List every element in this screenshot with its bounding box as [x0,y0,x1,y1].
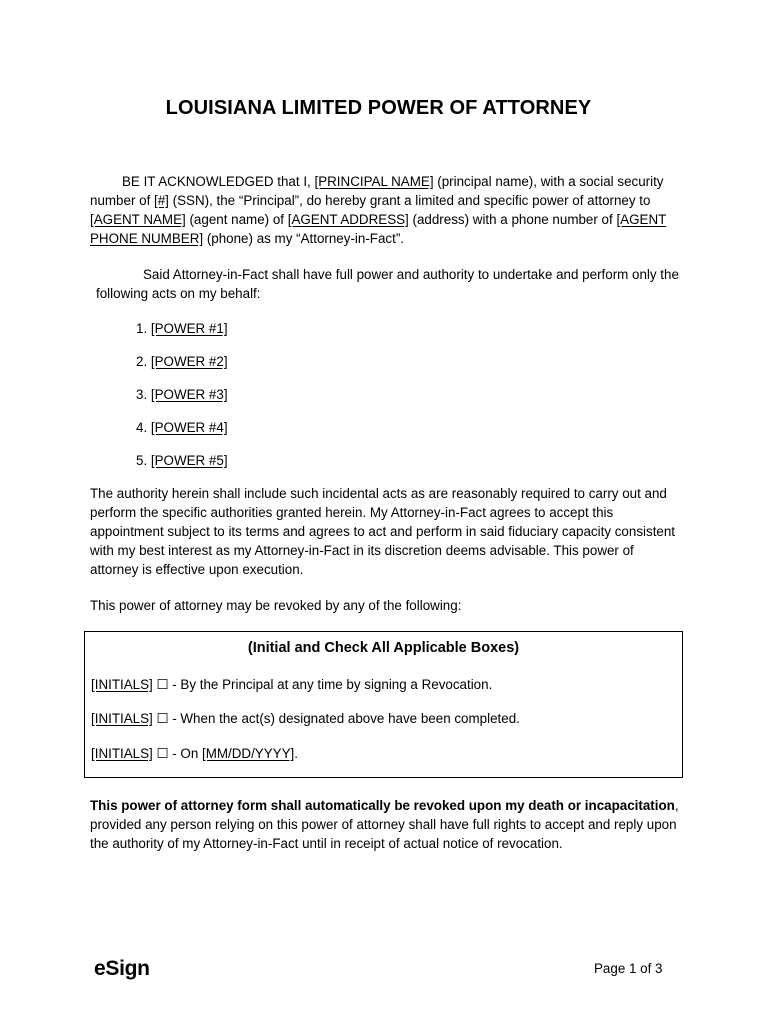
document-title: LOUISIANA LIMITED POWER OF ATTORNEY [165,97,592,119]
list-item [136,451,228,484]
checkbox-icon[interactable]: ☐ [156,746,169,761]
list-item [136,385,228,418]
date-field[interactable]: [MM/DD/YYYY] [202,746,295,761]
intro-text-1: BE IT ACKNOWLEDGED that I, [122,174,315,189]
revocation-option [91,711,520,727]
initials-field[interactable]: [INITIALS] [91,746,153,761]
checkbox-icon[interactable]: ☐ [156,677,169,692]
esign-logo: eSign [94,957,150,980]
power-field[interactable]: [POWER #1] [150,321,228,336]
acts-intro-text: Said Attorney-in-Fact shall have full power and authority to undertake and perform only the following acts on my behalf: [96,267,679,301]
revocation-option-end: . [294,746,298,761]
revocation-option-text: - When the act(s) designated above have been completed. [168,711,520,726]
final-paragraph [90,796,680,853]
agent-phone-field[interactable]: [AGENT PHONE NUMBER] [90,212,667,246]
ssn-field[interactable]: [#] [154,193,169,208]
list-item [136,352,228,385]
list-number: 4. [136,420,148,435]
final-text: , provided any person relying on this power of attorney shall have full rights to accept and reply upon the authority of my Attorney-in-Fact until in receipt of actual notice of revocation. [90,798,679,851]
agent-name-field[interactable]: [AGENT NAME] [90,212,186,227]
revocation-box [84,631,683,778]
powers-list [136,319,228,484]
list-number: 1. [136,321,148,336]
list-number: 2. [136,354,148,369]
final-bold-text: This power of attorney form shall automatically be revoked upon my death or incapacitation [90,798,675,813]
intro-text-5: (address) with a phone number of [408,212,617,227]
intro-text-6: (phone) as my “Attorney-in-Fact”. [203,231,405,246]
intro-text-4: (agent name) of [185,212,288,227]
agent-address-field[interactable]: [AGENT ADDRESS] [287,212,409,227]
acts-intro-paragraph [96,265,696,303]
revocation-option [91,677,492,693]
list-item [136,319,228,352]
power-field[interactable]: [POWER #5] [150,453,228,468]
revocation-option [91,746,298,762]
revocation-option-text: - On [168,746,202,761]
revoke-intro-paragraph: This power of attorney may be revoked by any of the following: [90,598,462,613]
revocation-option-text: - By the Principal at any time by signing a Revocation. [168,677,493,692]
checkbox-icon[interactable]: ☐ [156,711,169,726]
authority-paragraph: The authority herein shall include such incidental acts as are reasonably required to carry out and perform the specific authorities granted herein. My Attorney-in-Fact agrees to accept this appointment subject to its terms and agrees to act and perform in said fiduciary capacity consistent with my best interest as my Attorney-in-Fact in its discretion deems advisable. This power of attorney is effective upon execution. [90,486,676,577]
list-number: 3. [136,387,148,402]
initials-field[interactable]: [INITIALS] [91,711,153,726]
intro-text-3: (SSN), the “Principal”, do hereby grant a limited and specific power of attorney to [168,193,651,208]
principal-name-field[interactable]: [PRINCIPAL NAME] [314,174,434,189]
intro-text-2: (principal name), with a social security number of [90,174,664,208]
revocation-box-title: (Initial and Check All Applicable Boxes) [247,640,520,656]
page-number: Page 1 of 3 [594,961,663,976]
list-item [136,418,228,451]
list-number: 5. [136,453,148,468]
initials-field[interactable]: [INITIALS] [91,677,153,692]
power-field[interactable]: [POWER #2] [150,354,228,369]
intro-paragraph [90,172,690,248]
power-field[interactable]: [POWER #3] [150,387,228,402]
power-field[interactable]: [POWER #4] [150,420,228,435]
